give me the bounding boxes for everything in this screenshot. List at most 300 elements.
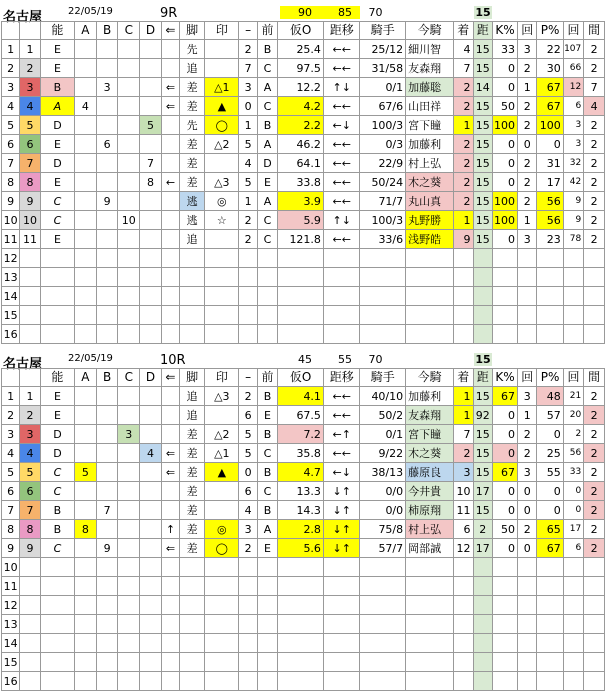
- row-number-cell: 9: [2, 539, 20, 558]
- jockey-stat-cell: 38/13: [360, 463, 406, 482]
- mark-cell: ▲: [205, 97, 239, 116]
- p-percent-cell: 55: [537, 463, 563, 482]
- current-jockey-cell: 加藤利: [406, 387, 454, 406]
- current-jockey-cell: [406, 325, 454, 344]
- mark-cell: [205, 154, 239, 173]
- mark-cell: △1: [205, 78, 239, 97]
- count-cell: 2: [518, 520, 537, 539]
- col-c-cell: [118, 192, 140, 211]
- distance-cell: [473, 287, 492, 306]
- p-percent-cell: 0: [537, 482, 563, 501]
- mark-cell: [205, 634, 239, 653]
- running-style-cell: 差: [180, 501, 205, 520]
- p-percent-cell: 100: [537, 116, 563, 135]
- current-jockey-cell: [406, 577, 454, 596]
- arrow-cell: [161, 40, 179, 59]
- arrow-cell: [161, 425, 179, 444]
- dash-value-cell: [239, 268, 257, 287]
- prev-grade-cell: B: [257, 463, 278, 482]
- odds-cell: [278, 287, 324, 306]
- prev-grade-cell: B: [257, 425, 278, 444]
- prev-grade-cell: [257, 249, 278, 268]
- col-b-cell: [96, 444, 118, 463]
- distance-cell: [473, 615, 492, 634]
- interval-cell: 2: [584, 501, 605, 520]
- odds-cell: 2.8: [278, 520, 324, 539]
- distance-cell: [473, 325, 492, 344]
- distance-cell: [473, 672, 492, 691]
- mark-cell: [205, 482, 239, 501]
- arrow-cell: ⇐: [161, 444, 179, 463]
- col-c-cell: [118, 672, 140, 691]
- row-number-cell: 10: [2, 211, 20, 230]
- odds-cell: [278, 268, 324, 287]
- k-percent-cell: 50: [492, 520, 517, 539]
- jockey-stat-cell: 50/2: [360, 406, 406, 425]
- odds-cell: [278, 615, 324, 634]
- p-percent-cell: 48: [537, 387, 563, 406]
- col-d-cell: [140, 672, 162, 691]
- arrow-cell: [161, 653, 179, 672]
- p-percent-cell: 67: [537, 78, 563, 97]
- finish-cell: 6: [454, 520, 473, 539]
- jockey-stat-cell: 75/8: [360, 520, 406, 539]
- distance-cell: 15: [473, 97, 492, 116]
- k-percent-cell: 0: [492, 230, 517, 249]
- jockey-stat-cell: 67/6: [360, 97, 406, 116]
- col-d-cell: 8: [140, 173, 162, 192]
- running-style-cell: 差: [180, 539, 205, 558]
- prev-grade-cell: A: [257, 135, 278, 154]
- distance-cell: [473, 653, 492, 672]
- distance-change-cell: [323, 634, 360, 653]
- interval-cell: [584, 634, 605, 653]
- horse-number-cell: 9: [20, 539, 41, 558]
- col-d-cell: [140, 387, 162, 406]
- table-row: [2, 135, 605, 154]
- k-percent-cell: [492, 672, 517, 691]
- ability-grade-cell: [40, 558, 74, 577]
- col-b-cell: [96, 59, 118, 78]
- race-number: 9R: [160, 6, 178, 21]
- jockey-stat-cell: [360, 653, 406, 672]
- mark-cell: [205, 325, 239, 344]
- count-2-cell: [563, 672, 584, 691]
- running-style-cell: [180, 653, 205, 672]
- header-interval: 間: [584, 369, 605, 387]
- running-style-cell: [180, 558, 205, 577]
- running-style-cell: 追: [180, 230, 205, 249]
- odds-cell: 5.9: [278, 211, 324, 230]
- ability-grade-cell: [40, 268, 74, 287]
- header-row-number: [2, 22, 20, 40]
- header-k-percent: K%: [492, 22, 517, 40]
- interval-cell: [584, 306, 605, 325]
- col-a-cell: [75, 539, 97, 558]
- header-mark: 印: [205, 22, 239, 40]
- header-distance: 距: [473, 22, 492, 40]
- distance-change-cell: ↑↓: [323, 78, 360, 97]
- current-jockey-cell: 木之葵: [406, 173, 454, 192]
- header-distance-change: 距移: [323, 22, 360, 40]
- distance-change-cell: ←←: [323, 154, 360, 173]
- prev-grade-cell: C: [257, 59, 278, 78]
- jockey-stat-cell: 22/9: [360, 154, 406, 173]
- dash-value-cell: [239, 249, 257, 268]
- p-percent-cell: [537, 653, 563, 672]
- header-col-d: D: [140, 22, 162, 40]
- col-c-cell: [118, 539, 140, 558]
- col-a-cell: [75, 325, 97, 344]
- count-2-cell: [563, 615, 584, 634]
- finish-cell: [454, 577, 473, 596]
- ability-grade-cell: D: [40, 154, 74, 173]
- odds-cell: [278, 325, 324, 344]
- header-arrow: ⇐: [161, 369, 179, 387]
- arrow-cell: ←: [161, 173, 179, 192]
- col-c-cell: [118, 463, 140, 482]
- header-col-b: B: [96, 369, 118, 387]
- header-jockey-stat: 騎手: [360, 369, 406, 387]
- count-2-cell: 3: [563, 135, 584, 154]
- count-2-cell: 9: [563, 211, 584, 230]
- odds-cell: [278, 653, 324, 672]
- col-c-cell: [118, 387, 140, 406]
- odds-cell: 2.2: [278, 116, 324, 135]
- count-2-cell: [563, 577, 584, 596]
- col-b-cell: [96, 249, 118, 268]
- count-cell: [518, 249, 537, 268]
- k-percent-cell: [492, 577, 517, 596]
- distance-change-cell: ←←: [323, 173, 360, 192]
- mark-cell: [205, 249, 239, 268]
- col-d-cell: [140, 230, 162, 249]
- interval-cell: 2: [584, 211, 605, 230]
- row-number-cell: 13: [2, 268, 20, 287]
- row-number-cell: 11: [2, 577, 20, 596]
- distance-change-cell: [323, 306, 360, 325]
- prev-grade-cell: C: [257, 482, 278, 501]
- col-a-cell: [75, 444, 97, 463]
- current-jockey-cell: 丸山真: [406, 192, 454, 211]
- col-a-cell: [75, 268, 97, 287]
- top-value-2: 85: [330, 6, 360, 19]
- running-style-cell: 差: [180, 97, 205, 116]
- row-number-cell: 16: [2, 325, 20, 344]
- prev-grade-cell: E: [257, 539, 278, 558]
- distance-cell: [473, 596, 492, 615]
- col-a-cell: [75, 211, 97, 230]
- distance-change-cell: [323, 558, 360, 577]
- mark-cell: [205, 653, 239, 672]
- header-count: 回: [518, 369, 537, 387]
- col-c-cell: [118, 173, 140, 192]
- col-a-cell: [75, 387, 97, 406]
- running-style-cell: 差: [180, 425, 205, 444]
- distance-cell: [473, 268, 492, 287]
- running-style-cell: [180, 268, 205, 287]
- table-row: [2, 59, 605, 78]
- distance-change-cell: [323, 577, 360, 596]
- p-percent-cell: 17: [537, 173, 563, 192]
- odds-cell: 35.8: [278, 444, 324, 463]
- prev-grade-cell: C: [257, 444, 278, 463]
- col-d-cell: [140, 268, 162, 287]
- current-jockey-cell: 友森翔: [406, 59, 454, 78]
- p-percent-cell: 25: [537, 444, 563, 463]
- horse-number-cell: 9: [20, 192, 41, 211]
- col-b-cell: [96, 615, 118, 634]
- interval-cell: 2: [584, 116, 605, 135]
- count-cell: 1: [518, 211, 537, 230]
- finish-cell: 2: [454, 78, 473, 97]
- interval-cell: [584, 287, 605, 306]
- horse-number-cell: [20, 615, 41, 634]
- row-number-cell: 3: [2, 425, 20, 444]
- table-row: [2, 672, 605, 691]
- table-row: [2, 482, 605, 501]
- p-percent-cell: 56: [537, 192, 563, 211]
- col-b-cell: [96, 287, 118, 306]
- distance-change-cell: ←←: [323, 444, 360, 463]
- odds-cell: [278, 558, 324, 577]
- ability-grade-cell: D: [40, 444, 74, 463]
- arrow-cell: ⇐: [161, 463, 179, 482]
- count-2-cell: 2: [563, 425, 584, 444]
- row-number-cell: 13: [2, 615, 20, 634]
- interval-cell: 2: [584, 59, 605, 78]
- prev-grade-cell: [257, 596, 278, 615]
- jockey-stat-cell: 100/3: [360, 211, 406, 230]
- ability-grade-cell: E: [40, 406, 74, 425]
- horse-number-cell: 4: [20, 97, 41, 116]
- distance-cell: 15: [473, 40, 492, 59]
- col-c-cell: [118, 325, 140, 344]
- dash-value-cell: [239, 653, 257, 672]
- dash-value-cell: [239, 615, 257, 634]
- count-cell: 2: [518, 444, 537, 463]
- k-percent-cell: 67: [492, 463, 517, 482]
- current-jockey-cell: [406, 672, 454, 691]
- race-9-title-bar: [0, 5, 606, 25]
- finish-cell: 2: [454, 192, 473, 211]
- current-jockey-cell: [406, 596, 454, 615]
- p-percent-cell: [537, 558, 563, 577]
- table-row: [2, 463, 605, 482]
- count-cell: 0: [518, 501, 537, 520]
- count-cell: 0: [518, 482, 537, 501]
- col-b-cell: [96, 425, 118, 444]
- header-prev-grade: 前: [257, 369, 278, 387]
- interval-cell: 2: [584, 539, 605, 558]
- col-d-cell: [140, 249, 162, 268]
- running-style-cell: 差: [180, 520, 205, 539]
- running-style-cell: 先: [180, 40, 205, 59]
- interval-cell: 2: [584, 40, 605, 59]
- p-percent-cell: 30: [537, 59, 563, 78]
- col-a-cell: 5: [75, 463, 97, 482]
- dash-value-cell: 2: [239, 211, 257, 230]
- count-cell: 1: [518, 406, 537, 425]
- col-a-cell: [75, 425, 97, 444]
- running-style-cell: 差: [180, 154, 205, 173]
- row-number-cell: 8: [2, 173, 20, 192]
- distance-change-cell: [323, 615, 360, 634]
- race-number: 10R: [160, 353, 186, 368]
- col-a-cell: [75, 116, 97, 135]
- header-k-percent: K%: [492, 369, 517, 387]
- ability-grade-cell: A: [40, 97, 74, 116]
- table-row: [2, 97, 605, 116]
- table-row: [2, 192, 605, 211]
- horse-number-cell: 8: [20, 173, 41, 192]
- ability-grade-cell: E: [40, 387, 74, 406]
- distance-cell: [473, 249, 492, 268]
- dash-value-cell: 3: [239, 520, 257, 539]
- distance-change-cell: ←←: [323, 135, 360, 154]
- p-percent-cell: [537, 577, 563, 596]
- col-d-cell: [140, 40, 162, 59]
- current-jockey-cell: [406, 634, 454, 653]
- jockey-stat-cell: [360, 615, 406, 634]
- horse-number-cell: 7: [20, 501, 41, 520]
- interval-cell: 2: [584, 230, 605, 249]
- count-2-cell: [563, 634, 584, 653]
- count-cell: 3: [518, 40, 537, 59]
- table-row: [2, 306, 605, 325]
- header-row: [2, 22, 605, 40]
- p-percent-cell: 56: [537, 211, 563, 230]
- distance-cell: [473, 577, 492, 596]
- arrow-cell: [161, 672, 179, 691]
- top-value-3: 70: [368, 6, 383, 19]
- finish-cell: [454, 596, 473, 615]
- current-jockey-cell: 今井貴: [406, 482, 454, 501]
- arrow-cell: ⇐: [161, 78, 179, 97]
- count-2-cell: [563, 287, 584, 306]
- col-c-cell: [118, 634, 140, 653]
- arrow-cell: [161, 577, 179, 596]
- col-d-cell: [140, 520, 162, 539]
- table-row: [2, 577, 605, 596]
- distance-cell: 15: [473, 444, 492, 463]
- horse-number-cell: 2: [20, 59, 41, 78]
- count-cell: 2: [518, 59, 537, 78]
- race-date: 22/05/19: [68, 6, 113, 17]
- col-a-cell: [75, 501, 97, 520]
- mark-cell: △3: [205, 387, 239, 406]
- race-10-table: [1, 368, 605, 691]
- header-arrow: ⇐: [161, 22, 179, 40]
- count-cell: 0: [518, 135, 537, 154]
- count-2-cell: [563, 325, 584, 344]
- running-style-cell: [180, 287, 205, 306]
- dash-value-cell: 4: [239, 501, 257, 520]
- col-d-cell: [140, 653, 162, 672]
- p-percent-cell: [537, 634, 563, 653]
- finish-cell: 12: [454, 539, 473, 558]
- col-c-cell: [118, 40, 140, 59]
- horse-number-cell: 11: [20, 230, 41, 249]
- p-percent-cell: [537, 325, 563, 344]
- col-d-cell: [140, 463, 162, 482]
- col-c-cell: [118, 116, 140, 135]
- arrow-cell: [161, 482, 179, 501]
- col-c-cell: [118, 306, 140, 325]
- count-2-cell: 6: [563, 539, 584, 558]
- prev-grade-cell: [257, 634, 278, 653]
- interval-cell: [584, 672, 605, 691]
- mark-cell: [205, 230, 239, 249]
- jockey-stat-cell: [360, 634, 406, 653]
- distance-change-cell: [323, 325, 360, 344]
- arrow-cell: [161, 387, 179, 406]
- distance-change-cell: ←←: [323, 97, 360, 116]
- row-number-cell: 12: [2, 596, 20, 615]
- horse-number-cell: [20, 287, 41, 306]
- col-a-cell: [75, 78, 97, 97]
- table-row: [2, 173, 605, 192]
- jockey-stat-cell: [360, 325, 406, 344]
- interval-cell: 2: [584, 192, 605, 211]
- col-d-cell: [140, 406, 162, 425]
- arrow-cell: [161, 501, 179, 520]
- p-percent-cell: 22: [537, 40, 563, 59]
- row-number-cell: 3: [2, 78, 20, 97]
- horse-number-cell: 5: [20, 463, 41, 482]
- col-c-cell: [118, 482, 140, 501]
- mark-cell: [205, 306, 239, 325]
- count-cell: 2: [518, 97, 537, 116]
- count-cell: [518, 615, 537, 634]
- mark-cell: ◎: [205, 192, 239, 211]
- current-jockey-cell: 宮下瞳: [406, 425, 454, 444]
- dash-value-cell: 4: [239, 154, 257, 173]
- row-number-cell: 2: [2, 59, 20, 78]
- p-percent-cell: 67: [537, 97, 563, 116]
- current-jockey-cell: 丸野勝: [406, 211, 454, 230]
- col-c-cell: [118, 287, 140, 306]
- header-count-2: 回: [563, 369, 584, 387]
- distance-change-cell: ←↓: [323, 116, 360, 135]
- jockey-stat-cell: 0/0: [360, 482, 406, 501]
- col-a-cell: [75, 230, 97, 249]
- header-count: 回: [518, 22, 537, 40]
- mark-cell: △2: [205, 425, 239, 444]
- prev-grade-cell: B: [257, 116, 278, 135]
- header-odds: 仮O: [278, 22, 324, 40]
- header-col-c: C: [118, 22, 140, 40]
- col-d-cell: [140, 596, 162, 615]
- ability-grade-cell: C: [40, 211, 74, 230]
- mark-cell: [205, 501, 239, 520]
- horse-number-cell: 10: [20, 211, 41, 230]
- header-mark: 印: [205, 369, 239, 387]
- jockey-stat-cell: 40/10: [360, 387, 406, 406]
- k-percent-cell: 0: [492, 482, 517, 501]
- odds-cell: [278, 249, 324, 268]
- count-cell: [518, 634, 537, 653]
- p-percent-cell: 0: [537, 425, 563, 444]
- k-percent-cell: [492, 268, 517, 287]
- row-number-cell: 2: [2, 406, 20, 425]
- ability-grade-cell: [40, 672, 74, 691]
- col-d-cell: [140, 425, 162, 444]
- col-b-cell: [96, 325, 118, 344]
- mark-cell: [205, 558, 239, 577]
- count-2-cell: 33: [563, 463, 584, 482]
- row-number-cell: 7: [2, 501, 20, 520]
